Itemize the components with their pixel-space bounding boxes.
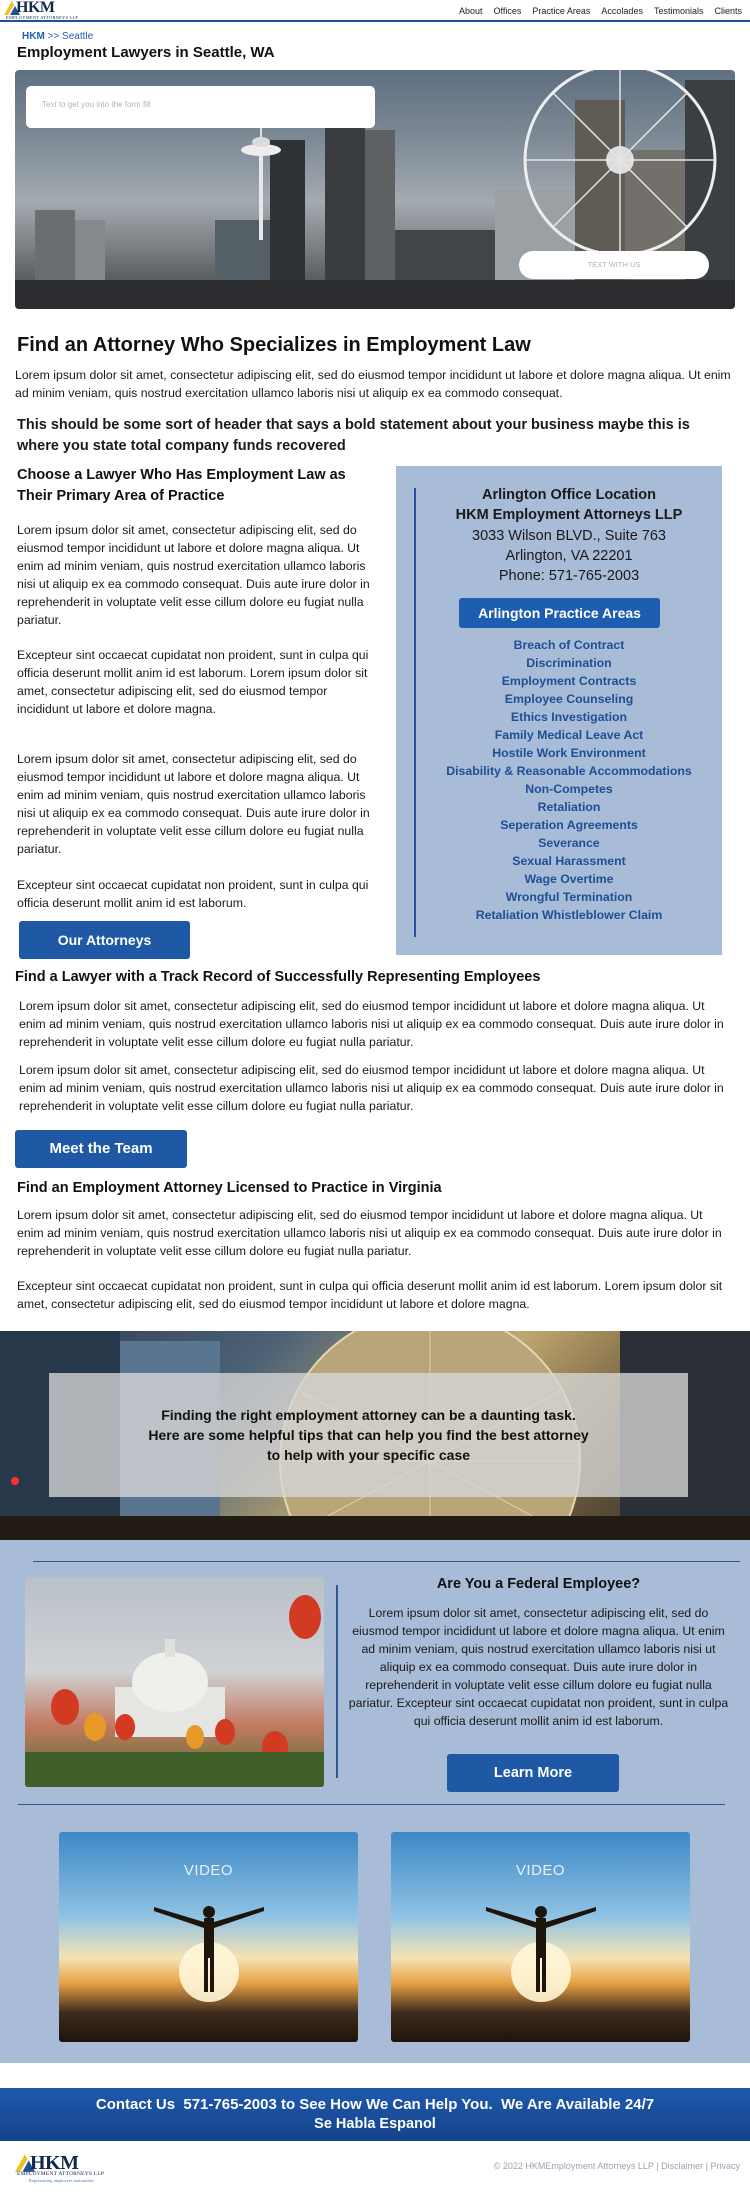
practice-area-link[interactable]: Wage Overtime — [524, 872, 614, 886]
virginia-heading: Find an Employment Attorney Licensed to Practice in Virginia — [17, 1180, 442, 1196]
nav-about[interactable]: About — [459, 6, 483, 16]
office-address-line1: 3033 Wilson BLVD., Suite 763 — [472, 528, 666, 544]
practice-area-link[interactable]: Discrimination — [526, 656, 612, 670]
tips-line-3: to help with your specific case — [266, 1447, 471, 1463]
bold-statement: This should be some sort of header that says a bold statement about your business maybe this is where you state total company funds recovered — [17, 417, 690, 454]
practice-area-link[interactable]: Employee Counseling — [504, 692, 634, 706]
footer-logo-tagline: Representing employees nationwide — [29, 2178, 94, 2183]
practice-area-link[interactable]: Breach of Contract — [513, 638, 625, 652]
practice-area-link[interactable]: Sexual Harassment — [512, 854, 626, 868]
section-divider — [18, 1804, 725, 1805]
breadcrumb-separator: >> — [44, 31, 63, 42]
capitol-illustration — [25, 1577, 324, 1787]
breadcrumb-current[interactable]: Seattle — [62, 31, 94, 42]
nav-offices[interactable]: Offices — [493, 6, 522, 16]
virginia-paragraph-1: Lorem ipsum dolor sit amet, consectetur adipiscing elit, sed do eiusmod tempor incididunt ut labore et dolore magna aliqua. Ut enim ad minim veniam, quis nostrud exercitation ullamco laboris nisi ut aliquip ex ea commodo consequat. Duis aute irure dolor in reprehenderit in voluptate velit esse cillum dolore eu fugiat nulla pariatur. — [17, 1208, 722, 1258]
federal-paragraph: Lorem ipsum dolor sit amet, consectetur adipiscing elit, sed do eiusmod tempor incididunt ut labore et dolore magna aliqua. Ut enim ad minim veniam, quis nostrud exercitation ullamco laboris nisi ut aliquip ex ea commodo consequat. Duis aute irure dolor in reprehenderit in voluptate velit esse cillum dolore eu fugiat nulla pariatur. Excepteur sint occaecat cupidatat non proident, sunt in culpa qui officia deserunt mollit anim id est laborum. — [348, 1606, 729, 1728]
video-player[interactable] — [59, 1832, 358, 2042]
practice-area-link[interactable]: Non-Competes — [525, 782, 613, 796]
left-paragraph-3: Lorem ipsum dolor sit amet, consectetur adipiscing elit, sed do eiusmod tempor incididunt ut labore et dolore magna aliqua. Ut enim ad minim veniam, quis nostrud exercitation ullamco laboris nisi ut aliquip ex ea commodo consequat. Duis aute irure dolor in reprehenderit in voluptate velit esse cillum dolore eu fugiat nulla pariatur. — [17, 752, 370, 856]
section-divider — [33, 1561, 740, 1562]
privacy-link[interactable]: Privacy — [710, 2161, 740, 2171]
practice-area-link[interactable]: Seperation Agreements — [500, 818, 638, 832]
virginia-paragraph-2: Excepteur sint occaecat cupidatat non proident, sunt in culpa qui officia deserunt mollit anim id est laborum. Lorem ipsum dolor sit amet, consectetur adipiscing elit, sed do eiusmod tempor incididunt ut labore et dolore magna. — [17, 1279, 723, 1311]
footer-logo[interactable] — [15, 2152, 110, 2184]
logo[interactable] — [4, 1, 84, 21]
nav-practice-areas[interactable]: Practice Areas — [532, 6, 591, 16]
office-phone: Phone: 571-765-2003 — [498, 568, 640, 584]
footer-logo-text: HKM — [30, 2152, 79, 2174]
meet-the-team-button[interactable]: Meet the Team — [15, 1130, 187, 1168]
contact-phone-line[interactable]: Contact Us 571-765-2003 to See How We Can Help You. We Are Available 24/7 — [95, 2096, 655, 2113]
person-sunrise-illustration — [59, 1832, 358, 2042]
practice-area-link[interactable]: Severance — [538, 836, 600, 850]
office-firm-name: HKM Employment Attorneys LLP — [455, 507, 683, 523]
practice-area-link[interactable]: Retaliation Whistleblower Claim — [475, 908, 663, 922]
practice-area-link[interactable]: Retaliation — [537, 800, 601, 814]
practice-area-link[interactable]: Hostile Work Environment — [492, 746, 646, 760]
left-paragraph-1: Lorem ipsum dolor sit amet, consectetur adipiscing elit, sed do eiusmod tempor incididunt ut labore et dolore magna aliqua. Ut enim ad minim veniam, quis nostrud exercitation ullamco laboris nisi ut aliquip ex ea commodo consequat. Duis aute irure dolor in reprehenderit in voluptate velit esse cillum dolore eu fugiat nulla pariatur. — [17, 523, 370, 627]
page-title: Employment Lawyers in Seattle, WA — [17, 44, 275, 61]
nav-testimonials[interactable]: Testimonials — [653, 6, 704, 16]
text-with-us-button[interactable]: TEXT WITH US — [519, 251, 709, 279]
learn-more-button[interactable]: Learn More — [447, 1754, 619, 1792]
practice-area-link[interactable]: Disability & Reasonable Accommodations — [446, 764, 692, 778]
office-address-line2: Arlington, VA 22201 — [505, 548, 633, 564]
hero-text-input[interactable]: Text to get you into the form fill — [26, 86, 375, 128]
practice-area-link[interactable]: Employment Contracts — [501, 674, 637, 688]
nav-clients[interactable]: Clients — [714, 6, 742, 16]
intro-paragraph: Lorem ipsum dolor sit amet, consectetur adipiscing elit, sed do eiusmod tempor incididunt ut labore et dolore magna aliqua. Ut enim ad minim veniam, quis nostrud exercitation ullamco laboris nisi ut aliquip ex ea commodo consequat. — [15, 368, 731, 400]
capitol-tulips-image — [25, 1577, 324, 1787]
our-attorneys-button[interactable]: Our Attorneys — [19, 921, 190, 959]
breadcrumb — [22, 31, 93, 42]
practice-areas-list — [416, 636, 722, 924]
track-record-paragraph-1: Lorem ipsum dolor sit amet, consectetur adipiscing elit, sed do eiusmod tempor incididunt ut labore et dolore magna aliqua. Ut enim ad minim veniam, quis nostrud exercitation ullamco laboris nisi ut aliquip ex ea commodo consequat. Duis aute irure dolor in reprehenderit in voluptate velit esse cillum dolore eu fugiat nulla pariatur. — [19, 999, 724, 1049]
video-label: VIDEO — [515, 1862, 566, 1879]
footer-legal: © 2022 HKMEmployment Attorneys LLP | Disclaimer | Privacy — [493, 2161, 740, 2171]
practice-areas-button[interactable]: Arlington Practice Areas — [459, 598, 660, 628]
practice-area-link[interactable]: Wrongful Termination — [505, 890, 633, 904]
logo-subtitle: EMPLOYMENT ATTORNEYS LLP — [6, 15, 79, 20]
office-title: Arlington Office Location — [482, 487, 656, 503]
track-record-paragraph-2: Lorem ipsum dolor sit amet, consectetur adipiscing elit, sed do eiusmod tempor incididunt ut labore et dolore magna aliqua. Ut enim ad minim veniam, quis nostrud exercitation ullamco laboris nisi ut aliquip ex ea commodo consequat. Duis aute irure dolor in reprehenderit in voluptate velit esse cillum dolore eu fugiat nulla pariatur. — [19, 1063, 724, 1113]
disclaimer-link[interactable]: Disclaimer — [661, 2161, 704, 2171]
choose-lawyer-heading: Choose a Lawyer Who Has Employment Law as Their Primary Area of Practice — [17, 467, 346, 504]
footer-logo-subtitle: EMPLOYMENT ATTORNEYS LLP — [17, 2171, 105, 2177]
main-nav — [459, 6, 742, 16]
track-record-heading: Find a Lawyer with a Track Record of Successfully Representing Employees — [15, 969, 541, 985]
contact-spanish-line: Se Habla Espanol — [314, 2116, 436, 2132]
left-paragraph-4: Excepteur sint occaecat cupidatat non proident, sunt in culpa qui officia deserunt mollit anim id est laborum. — [17, 878, 369, 910]
breadcrumb-home[interactable]: HKM — [22, 31, 45, 42]
tips-text — [49, 1405, 688, 1465]
tips-line-1: Finding the right employment attorney can be a daunting task. — [161, 1407, 576, 1423]
nav-accolades[interactable]: Accolades — [601, 6, 643, 16]
copyright-symbol: © — [493, 2161, 501, 2171]
main-heading: Find an Attorney Who Specializes in Employment Law — [17, 334, 531, 356]
copyright: 2022 HKMEmployment Attorneys LLP — [502, 2161, 654, 2171]
logo-text: HKM — [16, 0, 55, 16]
federal-heading: Are You a Federal Employee? — [436, 1576, 641, 1592]
practice-area-link[interactable]: Ethics Investigation — [510, 710, 628, 724]
federal-vertical-divider — [336, 1585, 338, 1778]
practice-area-link[interactable]: Family Medical Leave Act — [494, 728, 644, 742]
video-label: VIDEO — [183, 1862, 234, 1879]
person-sunrise-illustration — [391, 1832, 690, 2042]
video-player[interactable] — [391, 1832, 690, 2042]
tips-line-2: Here are some helpful tips that can help you find the best attorney — [148, 1427, 589, 1443]
left-paragraph-2: Excepteur sint occaecat cupidatat non proident, sunt in culpa qui officia deserunt mollit anim id est laborum. Lorem ipsum dolor sit amet, consectetur adipiscing elit, sed do eiusmod tempor incididunt ut labore et dolore magna. — [17, 648, 369, 716]
